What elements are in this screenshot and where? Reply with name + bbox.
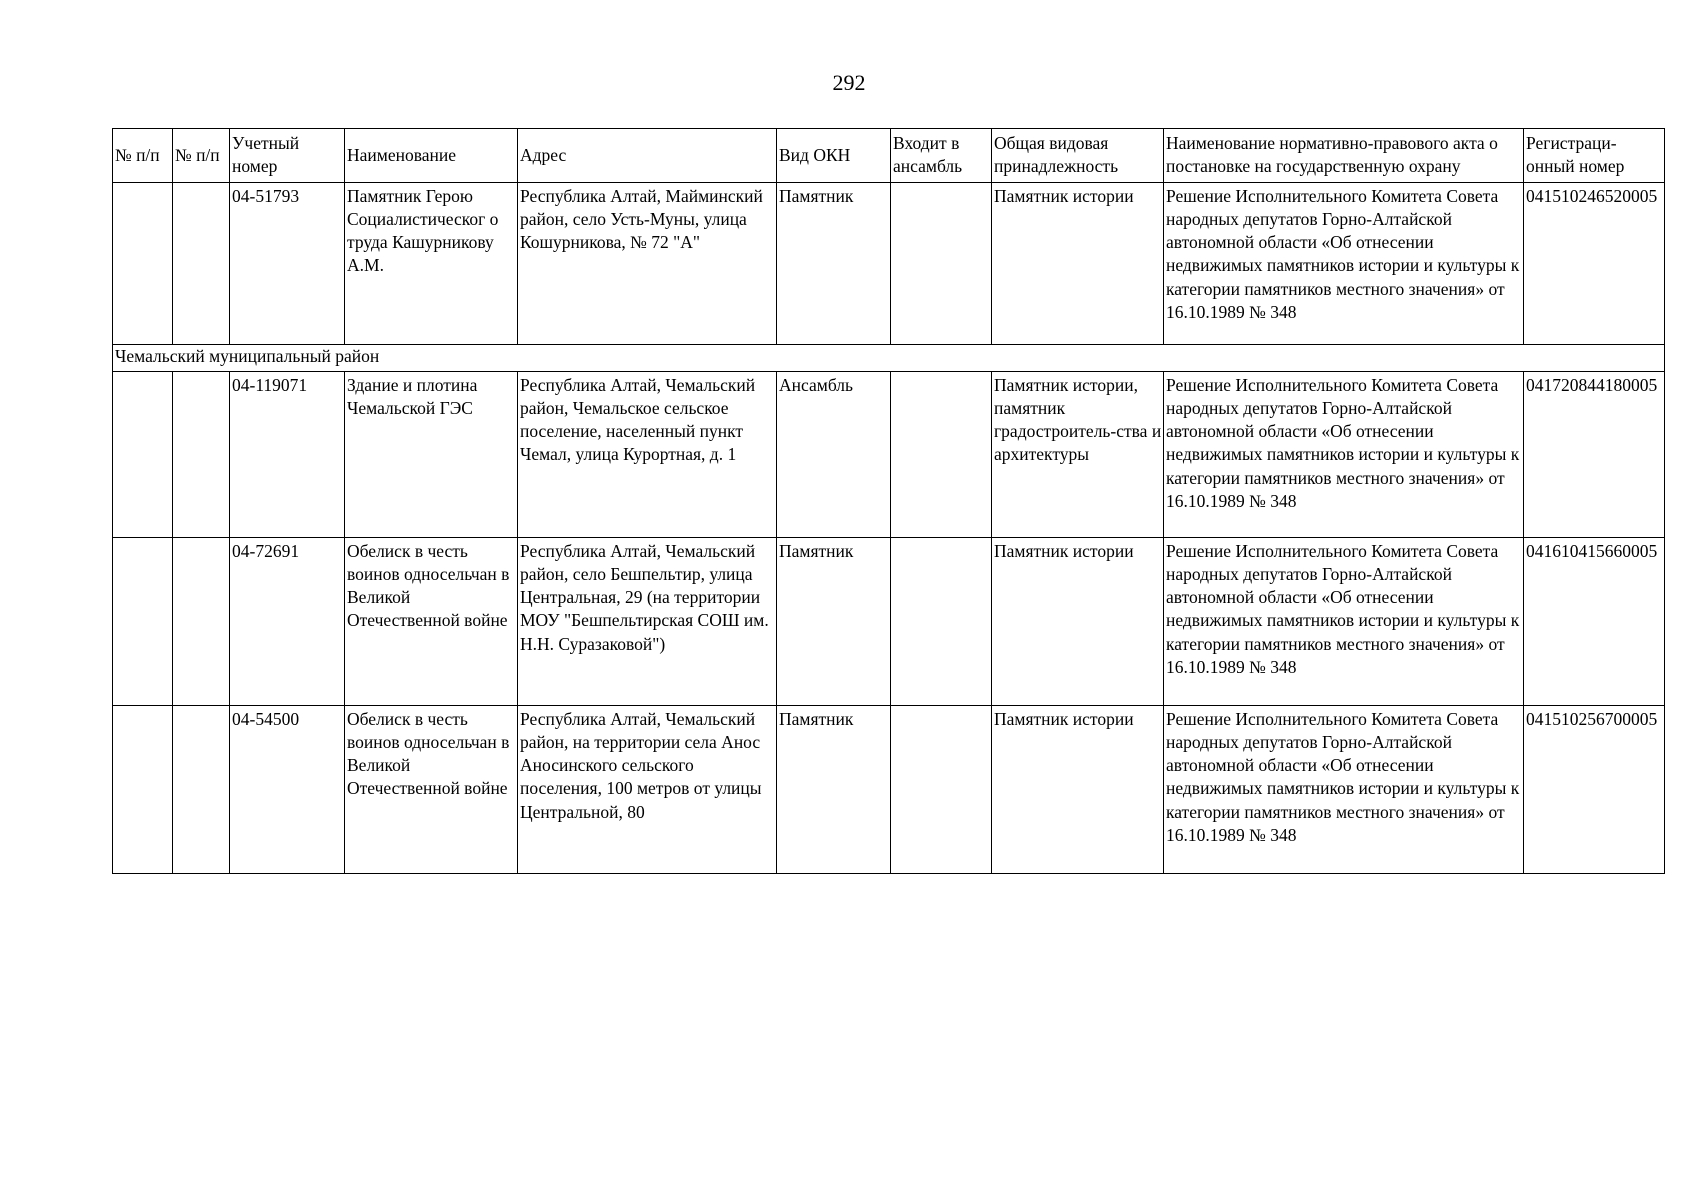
registration-number-cell: 041720844180005 [1524,371,1665,537]
address-cell: Республика Алтай, Майминский район, село Усть-Муны, улица Кошурникова, № 72 "А" [518,182,777,344]
address-cell: Республика Алтай, Чемальский район, Чемальское сельское поселение, населенный пункт Чемал, улица Курортная, д. 1 [518,371,777,537]
address-cell: Республика Алтай, Чемальский район, на территории села Анос Аносинского сельского поселения, 100 метров от улицы Центральной, 80 [518,705,777,873]
legal-act-cell: Решение Исполнительного Комитета Совета народных депутатов Горно-Алтайской автономной области «Об отнесении недвижимых памятников истории и культуры к категории памятников местного значения» от 16.10.1989 № 348 [1164,371,1524,537]
ensemble-cell [891,182,992,344]
row-number-cell [113,371,173,537]
row-number-cell [113,182,173,344]
name-cell: Здание и плотина Чемальской ГЭС [345,371,518,537]
header-category: Общая видовая принадлежность [992,129,1164,183]
section-title: Чемальский муниципальный район [113,344,1665,371]
header-row-number-1: № п/п [113,129,173,183]
row-number-cell [113,537,173,705]
legal-act-cell: Решение Исполнительного Комитета Совета народных депутатов Горно-Алтайской автономной области «Об отнесении недвижимых памятников истории и культуры к категории памятников местного значения» от 16.10.1989 № 348 [1164,705,1524,873]
registration-number-cell: 041510246520005 [1524,182,1665,344]
registration-number-cell: 041610415660005 [1524,537,1665,705]
okn-type-cell: Памятник [777,705,891,873]
row-subnumber-cell [173,371,230,537]
okn-type-cell: Памятник [777,537,891,705]
okn-type-cell: Памятник [777,182,891,344]
table-row [113,705,1665,873]
account-number-cell: 04-54500 [230,705,345,873]
name-cell: Обелиск в честь воинов односельчан в Великой Отечественной войне [345,537,518,705]
legal-act-cell: Решение Исполнительного Комитета Совета народных депутатов Горно-Алтайской автономной области «Об отнесении недвижимых памятников истории и культуры к категории памятников местного значения» от 16.10.1989 № 348 [1164,182,1524,344]
account-number-cell: 04-51793 [230,182,345,344]
table-row [113,537,1665,705]
header-ensemble: Входит в ансамбль [891,129,992,183]
row-subnumber-cell [173,537,230,705]
table-header-row [113,129,1665,183]
okn-type-cell: Ансамбль [777,371,891,537]
name-cell: Памятник Герою Социалистическог о труда Кашурникову А.М. [345,182,518,344]
header-registration-number: Регистраци-онный номер [1524,129,1665,183]
category-cell: Памятник истории [992,182,1164,344]
category-cell: Памятник истории [992,705,1164,873]
name-cell: Обелиск в честь воинов односельчан в Великой Отечественной войне [345,705,518,873]
category-cell: Памятник истории [992,537,1164,705]
row-subnumber-cell [173,182,230,344]
header-address: Адрес [518,129,777,183]
ensemble-cell [891,537,992,705]
table-body [113,182,1665,873]
account-number-cell: 04-72691 [230,537,345,705]
section-row [113,344,1665,371]
category-cell: Памятник истории, памятник градостроитель-ства и архитектуры [992,371,1164,537]
table-row [113,182,1665,344]
table-row [113,371,1665,537]
header-account-number: Учетный номер [230,129,345,183]
header-name: Наименование [345,129,518,183]
header-okn-type: Вид ОКН [777,129,891,183]
address-cell: Республика Алтай, Чемальский район, село Бешпельтир, улица Центральная, 29 (на территории МОУ "Бешпельтирская СОШ им. Н.Н. Суразаковой") [518,537,777,705]
row-number-cell [113,705,173,873]
account-number-cell: 04-119071 [230,371,345,537]
heritage-registry-table [112,128,1665,874]
ensemble-cell [891,705,992,873]
header-row-number-2: № п/п [173,129,230,183]
ensemble-cell [891,371,992,537]
header-legal-act: Наименование нормативно-правового акта о постановке на государственную охрану [1164,129,1524,183]
legal-act-cell: Решение Исполнительного Комитета Совета народных депутатов Горно-Алтайской автономной области «Об отнесении недвижимых памятников истории и культуры к категории памятников местного значения» от 16.10.1989 № 348 [1164,537,1524,705]
page-number: 292 [832,70,866,95]
registration-number-cell: 041510256700005 [1524,705,1665,873]
row-subnumber-cell [173,705,230,873]
